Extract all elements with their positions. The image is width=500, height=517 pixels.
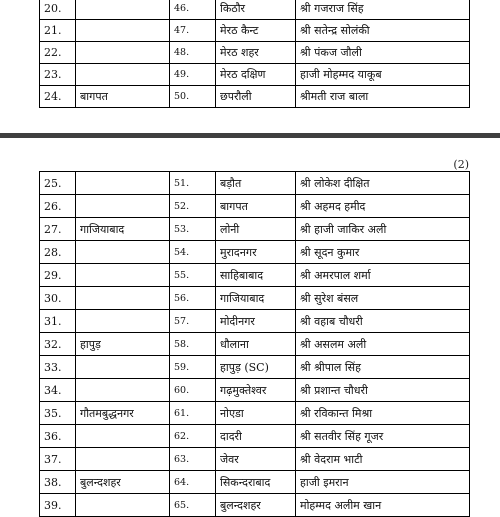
district-cell: बागपत	[76, 86, 170, 108]
table-row	[40, 310, 470, 333]
constituency-number-cell: 47.	[170, 20, 216, 42]
table-row	[40, 333, 470, 356]
constituency-number-cell: 54.	[170, 241, 216, 264]
table-row	[40, 448, 470, 471]
constituency-number-cell: 51.	[170, 172, 216, 195]
member-name-cell: श्री लोकेश दीक्षित	[296, 172, 470, 195]
constituency-number-cell: 56.	[170, 287, 216, 310]
table-row	[40, 425, 470, 448]
constituency-name-cell: हापुड़ (SC)	[216, 356, 296, 379]
table-row	[40, 356, 470, 379]
serial-number-cell: 34.	[40, 379, 76, 402]
table-row	[40, 471, 470, 494]
constituency-name-cell: बुलन्दशहर	[216, 494, 296, 517]
member-name-cell: श्री गजराज सिंह	[296, 0, 470, 20]
constituency-number-cell: 57.	[170, 310, 216, 333]
member-name-cell: श्री प्रशान्त चौधरी	[296, 379, 470, 402]
district-cell: बुलन्दशहर	[76, 471, 170, 494]
district-cell	[76, 264, 170, 287]
serial-number-cell: 36.	[40, 425, 76, 448]
member-name-cell: श्री असलम अली	[296, 333, 470, 356]
constituency-name-cell: मेरठ शहर	[216, 42, 296, 64]
constituency-number-cell: 65.	[170, 494, 216, 517]
district-cell	[76, 241, 170, 264]
constituency-name-cell: गढ़मुक्तेश्वर	[216, 379, 296, 402]
constituency-number-cell: 46.	[170, 0, 216, 20]
serial-number-cell: 38.	[40, 471, 76, 494]
member-name-cell: श्री श्रीपाल सिंह	[296, 356, 470, 379]
serial-number-cell: 31.	[40, 310, 76, 333]
constituency-number-cell: 60.	[170, 379, 216, 402]
serial-number-cell: 33.	[40, 356, 76, 379]
district-cell	[76, 425, 170, 448]
constituency-table-bottom	[39, 171, 470, 517]
serial-number-cell: 24.	[40, 86, 76, 108]
district-cell: गाजियाबाद	[76, 218, 170, 241]
constituency-name-cell: छपरौली	[216, 86, 296, 108]
table-row	[40, 64, 470, 86]
serial-number-cell: 21.	[40, 20, 76, 42]
constituency-number-cell: 59.	[170, 356, 216, 379]
table-row	[40, 42, 470, 64]
member-name-cell: मोहम्मद अलीम खान	[296, 494, 470, 517]
constituency-number-cell: 64.	[170, 471, 216, 494]
district-cell	[76, 64, 170, 86]
serial-number-cell: 26.	[40, 195, 76, 218]
table-row	[40, 20, 470, 42]
district-cell: गौतमबुद्धनगर	[76, 402, 170, 425]
district-cell	[76, 0, 170, 20]
constituency-number-cell: 55.	[170, 264, 216, 287]
constituency-name-cell: नोएडा	[216, 402, 296, 425]
constituency-name-cell: गाजियाबाद	[216, 287, 296, 310]
district-cell	[76, 379, 170, 402]
member-name-cell: श्री वहाब चौधरी	[296, 310, 470, 333]
table-row	[40, 402, 470, 425]
constituency-number-cell: 50.	[170, 86, 216, 108]
constituency-number-cell: 63.	[170, 448, 216, 471]
district-cell	[76, 42, 170, 64]
member-name-cell: श्री रविकान्त मिश्रा	[296, 402, 470, 425]
constituency-number-cell: 49.	[170, 64, 216, 86]
serial-number-cell: 29.	[40, 264, 76, 287]
member-name-cell: श्री हाजी जाकिर अली	[296, 218, 470, 241]
constituency-name-cell: साहिबाबाद	[216, 264, 296, 287]
serial-number-cell: 37.	[40, 448, 76, 471]
serial-number-cell: 30.	[40, 287, 76, 310]
district-cell	[76, 494, 170, 517]
serial-number-cell: 27.	[40, 218, 76, 241]
serial-number-cell: 25.	[40, 172, 76, 195]
table-row	[40, 218, 470, 241]
member-name-cell: श्री सुरेश बंसल	[296, 287, 470, 310]
table-row	[40, 241, 470, 264]
table-row	[40, 195, 470, 218]
district-cell	[76, 310, 170, 333]
constituency-name-cell: बागपत	[216, 195, 296, 218]
member-name-cell: श्री सूदन कुमार	[296, 241, 470, 264]
constituency-name-cell: मेरठ कैन्ट	[216, 20, 296, 42]
page-divider	[0, 133, 500, 138]
table-row	[40, 287, 470, 310]
district-cell	[76, 287, 170, 310]
constituency-name-cell: बड़ौत	[216, 172, 296, 195]
constituency-number-cell: 61.	[170, 402, 216, 425]
member-name-cell: श्री अमरपाल शर्मा	[296, 264, 470, 287]
serial-number-cell: 22.	[40, 42, 76, 64]
district-cell: हापुड़	[76, 333, 170, 356]
constituency-name-cell: मोदीनगर	[216, 310, 296, 333]
constituency-number-cell: 62.	[170, 425, 216, 448]
constituency-name-cell: लोनी	[216, 218, 296, 241]
member-name-cell: श्रीमती राज बाला	[296, 86, 470, 108]
member-name-cell: श्री सतेन्द्र सोलंकी	[296, 20, 470, 42]
member-name-cell: हाजी इमरान	[296, 471, 470, 494]
constituency-name-cell: जेवर	[216, 448, 296, 471]
district-cell	[76, 195, 170, 218]
serial-number-cell: 28.	[40, 241, 76, 264]
constituency-name-cell: सिकन्दराबाद	[216, 471, 296, 494]
serial-number-cell: 20.	[40, 0, 76, 20]
page-number: (2)	[453, 158, 469, 171]
district-cell	[76, 20, 170, 42]
table-row	[40, 264, 470, 287]
district-cell	[76, 356, 170, 379]
table-row	[40, 86, 470, 108]
table-row	[40, 379, 470, 402]
constituency-name-cell: किठौर	[216, 0, 296, 20]
constituency-name-cell: धौलाना	[216, 333, 296, 356]
district-cell	[76, 448, 170, 471]
member-name-cell: श्री वेदराम भाटी	[296, 448, 470, 471]
district-cell	[76, 172, 170, 195]
table-row	[40, 0, 470, 20]
serial-number-cell: 35.	[40, 402, 76, 425]
serial-number-cell: 39.	[40, 494, 76, 517]
member-name-cell: श्री अहमद हमीद	[296, 195, 470, 218]
constituency-number-cell: 52.	[170, 195, 216, 218]
constituency-name-cell: दादरी	[216, 425, 296, 448]
constituency-name-cell: मुरादनगर	[216, 241, 296, 264]
member-name-cell: हाजी मोहम्मद याकूब	[296, 64, 470, 86]
serial-number-cell: 23.	[40, 64, 76, 86]
constituency-number-cell: 48.	[170, 42, 216, 64]
table-row	[40, 494, 470, 517]
member-name-cell: श्री सतवीर सिंह गूजर	[296, 425, 470, 448]
constituency-table-top	[39, 0, 470, 108]
table-row	[40, 172, 470, 195]
constituency-name-cell: मेरठ दक्षिण	[216, 64, 296, 86]
member-name-cell: श्री पंकज जौली	[296, 42, 470, 64]
constituency-number-cell: 58.	[170, 333, 216, 356]
serial-number-cell: 32.	[40, 333, 76, 356]
constituency-number-cell: 53.	[170, 218, 216, 241]
